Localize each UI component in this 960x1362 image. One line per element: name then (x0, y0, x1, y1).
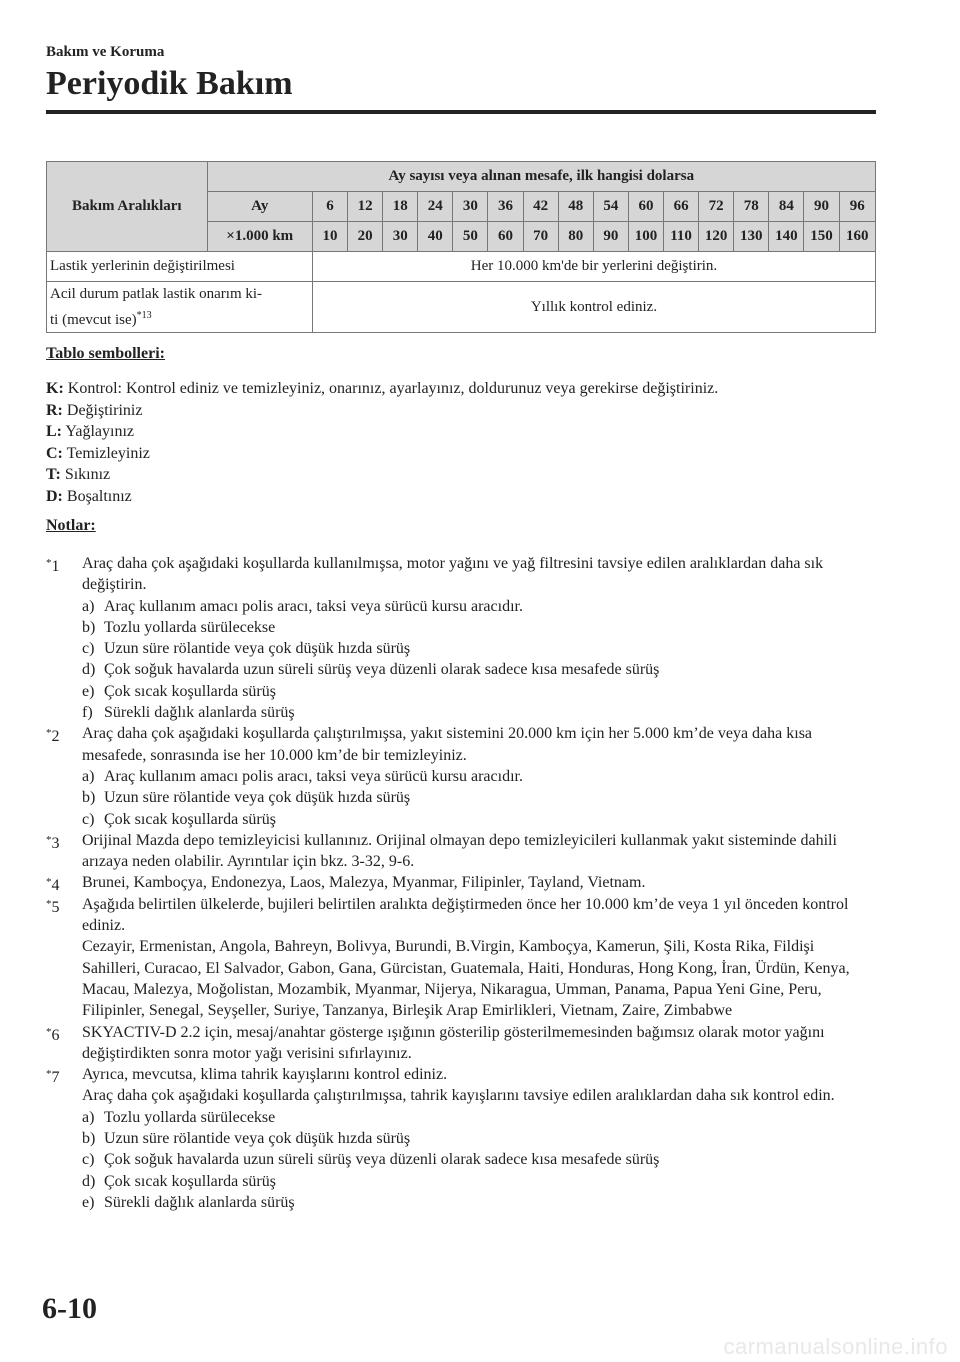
km-cell: 90 (593, 222, 628, 252)
km-cell: 160 (839, 222, 875, 252)
month-cell: 60 (628, 192, 663, 222)
km-cell: 140 (769, 222, 804, 252)
month-cell: 48 (558, 192, 593, 222)
note-text: Ayrıca, mevcutsa, klima tahrik kayışlarını kontrol ediniz. (82, 1066, 448, 1084)
note-text: Araç daha çok aşağıdaki koşullarda çalıştırılmışsa, yakıt sistemini 20.000 km için her 5.000 km’de veya daha kısa mesafede, sonrasında ise her 10.000 km’de bir temizleyiniz. (82, 725, 813, 764)
month-cell: 84 (769, 192, 804, 222)
notes-list (46, 553, 876, 1213)
row-item-label: Lastik yerlerinin değiştirilmesi (47, 252, 313, 282)
table-corner-label: Bakım Aralıkları (47, 162, 208, 252)
note-subitem: a) Araç kullanım amacı polis aracı, taksi veya sürücü kursu aracıdır. (82, 597, 523, 615)
maintenance-schedule-table (46, 161, 876, 333)
page-number: 6-10 (42, 1292, 97, 1325)
month-cell: 72 (699, 192, 734, 222)
symbols-list (46, 378, 718, 507)
note-subitem: a) Araç kullanım amacı polis aracı, taksi veya sürücü kursu aracıdır. (82, 767, 523, 785)
km-cell: 10 (312, 222, 347, 252)
km-cell: 150 (804, 222, 839, 252)
note-2 (46, 723, 876, 829)
km-cell: 80 (558, 222, 593, 252)
symbols-heading: Tablo sembolleri: (46, 345, 165, 362)
km-cell: 110 (664, 222, 699, 252)
note-extra-text: Araç daha çok aşağıdaki koşullarda çalıştırılmışsa, tahrik kayışlarını tavsiye edilen aralıklardan daha sık kontrol edin. (82, 1087, 835, 1105)
km-cell: 130 (734, 222, 769, 252)
row-item-line1: Acil durum patlak lastik onarım ki- (50, 286, 263, 302)
note-5 (46, 894, 876, 1022)
note-subitem: d) Çok soğuk havalarda uzun süreli sürüş veya düzenli olarak sadece kısa mesafede sürüş (82, 661, 660, 679)
note-6 (46, 1022, 876, 1065)
km-cell: 120 (699, 222, 734, 252)
note-subitem: f) Sürekli dağlık alanlarda sürüş (82, 704, 295, 722)
note-subitem: e) Sürekli dağlık alanlarda sürüş (82, 1193, 295, 1211)
note-number: *1 (46, 557, 60, 575)
row-value: Yıllık kontrol ediniz. (312, 282, 875, 333)
note-subitem: b) Uzun süre rölantide veya çok düşük hızda sürüş (82, 789, 411, 807)
km-cell: 20 (348, 222, 383, 252)
month-cell: 42 (523, 192, 558, 222)
note-subitem: c) Çok soğuk havalarda uzun süreli sürüş veya düzenli olarak sadece kısa mesafede sürüş (82, 1151, 660, 1169)
month-cell: 90 (804, 192, 839, 222)
table-row (47, 252, 876, 282)
month-cell: 66 (664, 192, 699, 222)
symbol-text: Değiştiriniz (66, 401, 143, 419)
month-cell: 54 (593, 192, 628, 222)
months-label: Ay (207, 192, 312, 222)
note-subitem: a) Tozlu yollarda sürülecekse (82, 1108, 276, 1126)
symbol-text: Yağlayınız (65, 423, 134, 440)
row-item-label (47, 282, 313, 333)
km-cell: 70 (523, 222, 558, 252)
watermark: carmanualsonline.info (723, 1334, 948, 1359)
month-cell: 12 (348, 192, 383, 222)
symbol-key: T: (46, 466, 61, 483)
note-number: *4 (46, 876, 60, 895)
note-number: *2 (46, 727, 60, 746)
symbol-key: D: (46, 487, 63, 505)
month-cell: 78 (734, 192, 769, 222)
symbol-item (46, 400, 718, 422)
symbol-text: Temizleyiniz (66, 444, 150, 462)
note-4 (46, 872, 876, 893)
note-subitem: b) Uzun süre rölantide veya çok düşük hızda sürüş (82, 1130, 411, 1148)
symbol-item (46, 421, 718, 443)
table-span-header: Ay sayısı veya alınan mesafe, ilk hangisi dolarsa (207, 162, 875, 192)
table-row (47, 282, 876, 333)
note-number: *5 (46, 897, 60, 916)
symbol-item (46, 486, 718, 508)
note-7 (46, 1064, 876, 1213)
title-rule (46, 110, 876, 114)
month-cell: 6 (312, 192, 347, 222)
symbol-item (46, 378, 718, 400)
km-cell: 100 (628, 222, 663, 252)
month-cell: 18 (383, 192, 418, 222)
footnote-ref: *13 (136, 310, 152, 321)
km-cell: 30 (383, 222, 418, 252)
note-text: Aşağıda belirtilen ülkelerde, bujileri belirtilen aralıkta değiştirmeden önce her 10.000 km’de veya 1 yıl önceden kontrol ediniz. (82, 895, 849, 935)
page-title: Periyodik Bakım (46, 65, 293, 102)
note-subitem: d) Çok sıcak koşullarda sürüş (82, 1172, 276, 1190)
symbol-item (46, 443, 718, 465)
symbol-text: Kontrol: Kontrol ediniz ve temizleyiniz, onarınız, ayarlayınız, doldurunuz veya gerekirse değiştiriniz. (67, 380, 719, 397)
km-cell: 40 (418, 222, 453, 252)
month-cell: 36 (488, 192, 523, 222)
note-subitem: c) Uzun süre rölantide veya çok düşük hızda sürüş (82, 640, 411, 658)
row-item-line2: ti (mevcut ise) (50, 312, 137, 328)
note-text: Araç daha çok aşağıdaki koşullarda kullanılmışsa, motor yağını ve yağ filtresini tavsiye edilen aralıklardan daha sık değiştirin. (82, 555, 824, 594)
note-1 (46, 553, 876, 723)
month-cell: 30 (453, 192, 488, 222)
km-label: ×1.000 km (207, 222, 312, 252)
km-cell: 50 (453, 222, 488, 252)
note-3 (46, 830, 876, 873)
symbol-text: Sıkınız (64, 466, 111, 483)
row-value: Her 10.000 km'de bir yerlerini değiştirin. (312, 252, 875, 282)
symbol-key: R: (46, 401, 63, 419)
note-text: Orijinal Mazda depo temizleyicisi kullanınız. Orijinal olmayan depo temizleyicileri kullanmak yakıt sisteminde dahili arızaya neden olabilir. Ayrıntılar için bkz. 3-32, 9-6. (82, 831, 837, 871)
section-label: Bakım ve Koruma (46, 44, 165, 60)
symbol-key: L: (46, 423, 62, 440)
note-country-list: Cezayir, Ermenistan, Angola, Bahreyn, Bolivya, Burundi, B.Virgin, Kamboçya, Kamerun, Şili, Kosta Rika, Fildişi Sahilleri, Curacao, El Salvador, Gabon, Gana, Gürcistan, Guatemala, Haiti, Honduras, Hong Kong, İran, Ürdün, Kenya, Macau, Malezya, Moğolistan, Mozambik, Myanmar, Nijerya, Nikaragua, Umman, Panama, Papua Yeni Gine, Peru, Filipinler, Senegal, Seyşeller, Suriye, Tanzanya, Birleşik Arap Emirlikleri, Vietnam, Zaire, Zimbabwe (82, 938, 850, 1020)
notes-heading: Notlar: (46, 517, 96, 534)
month-cell: 96 (839, 192, 875, 222)
note-number: *7 (46, 1068, 60, 1087)
note-text: SKYACTIV-D 2.2 için, mesaj/anahtar gösterge ışığının gösterilip gösterilmemesinden bağımsız olarak motor yağını değiştirdikten sonra motor yağı verisini sıfırlayınız. (82, 1023, 825, 1062)
note-number: *6 (46, 1025, 60, 1044)
symbol-key: C: (46, 444, 63, 462)
km-cell: 60 (488, 222, 523, 252)
symbol-key: K: (46, 380, 64, 397)
symbol-item (46, 464, 718, 486)
month-cell: 24 (418, 192, 453, 222)
note-subitem: c) Çok sıcak koşullarda sürüş (82, 810, 276, 828)
note-subitem: b) Tozlu yollarda sürülecekse (82, 618, 276, 636)
symbol-text: Boşaltınız (66, 487, 132, 505)
note-number: *3 (46, 833, 60, 852)
note-text: Brunei, Kamboçya, Endonezya, Laos, Malezya, Myanmar, Filipinler, Tayland, Vietnam. (82, 874, 646, 892)
note-subitem: e) Çok sıcak koşullarda sürüş (82, 682, 276, 700)
